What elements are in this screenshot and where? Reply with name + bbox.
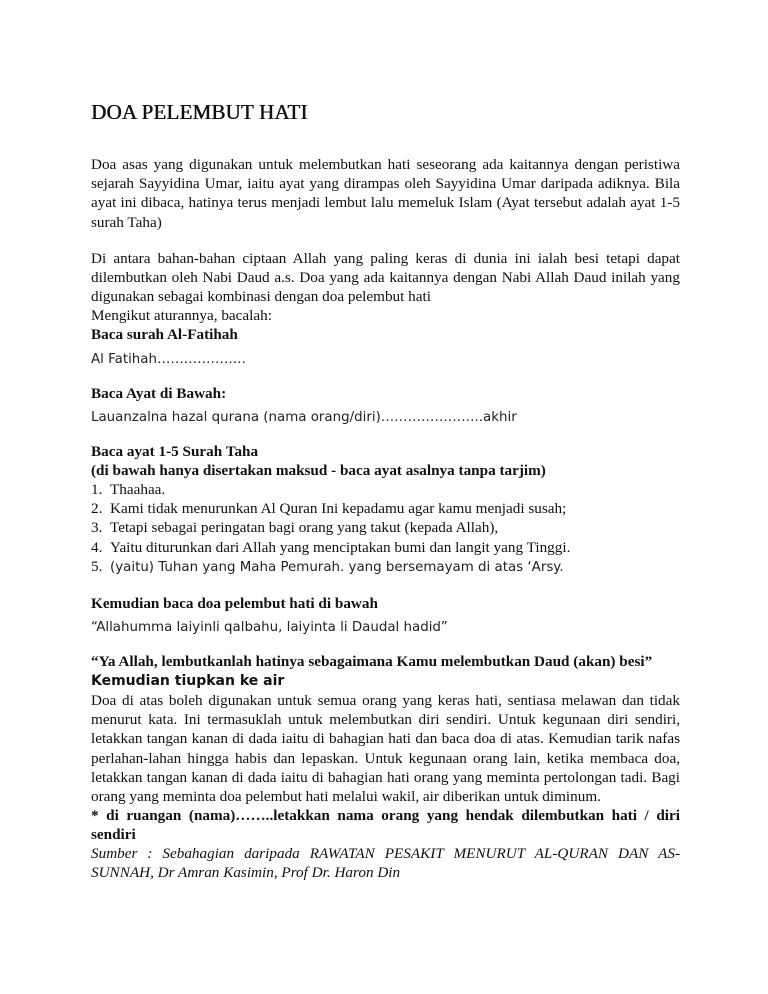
list-text: Thaahaa. (110, 481, 166, 498)
ayat-text: Lauanzalna hazal qurana (nama orang/diri)…………………..akhir (91, 410, 517, 425)
note-line: * di ruangan (nama)……..letakkan nama orang yang hendak dilembutkan hati / diri (91, 807, 680, 824)
fatihah-text: Al Fatihah……………….. (91, 352, 246, 367)
document-title: DOA PELEMBUT HATI (91, 100, 308, 124)
list-text: Tetapi sebagai peringatan bagi orang yang takut (kepada Allah), (110, 519, 499, 537)
list-item (91, 499, 680, 518)
list-text: Yaitu diturunkan dari Allah yang menciptakan bumi dan langit yang Tinggi. (110, 538, 571, 556)
list-number: 4. (91, 538, 103, 556)
usage-paragraph: Doa di atas boleh digunakan untuk semua orang yang keras hati, sentiasa melawan dan tidak menurut kata. Ini termasuklah untuk melembutkan diri sendiri. Untuk kegunaan diri sendiri, letakkan tangan kanan di dada iaitu di bahagian hati dan baca doa di atas. Kemudian tarik nafas perlahan-lahan hingga habis dan lepaskan. Untuk kegunaan orang lain, ketika membaca doa, letakkan tangan kanan di dada iaitu di bahagian hati orang yang meminta pertolongan tadi. Bagi orang yang meminta doa pelembut hati melalui wakil, air diberikan untuk diminum. (91, 692, 680, 806)
source-citation: Sumber : Sebahagian daripada RAWATAN PESAKIT MENURUT AL-QURAN DAN AS-SUNNAH, Dr Amran Kasimin, Prof Dr. Haron Din (91, 845, 680, 882)
list-item (91, 518, 680, 537)
instruction-line: Mengikut aturannya, bacalah: (91, 307, 272, 324)
tiupkan-heading: Kemudian tiupkan ke air (91, 673, 285, 689)
list-number: 3. (91, 519, 103, 537)
list-item (91, 557, 680, 577)
list-item (91, 480, 680, 499)
besi-paragraph: Di antara bahan-bahan ciptaan Allah yang paling keras di dunia ini ialah besi tetapi dapat dilembutkan oleh Nabi Daud a.s. Doa yang ada kaitannya dengan Nabi Allah Daud inilah yang digunakan sebagai kombinasi dengan doa pelembut hati (91, 250, 680, 306)
section-ayat-heading: Baca Ayat di Bawah: (91, 385, 227, 402)
section-taha-subheading: (di bawah hanya disertakan maksud - baca ayat asalnya tanpa tarjim) (91, 462, 546, 479)
taha-verse-list (91, 480, 680, 577)
note-line-continued: sendiri (91, 826, 136, 843)
list-number: 1. (91, 481, 103, 498)
list-item (91, 538, 680, 557)
doa-translation: “Ya Allah, lembutkanlah hatinya sebagaimana Kamu melembutkan Daud (akan) besi” (91, 653, 653, 670)
list-number: 2. (91, 500, 103, 518)
list-number: 5. (91, 557, 103, 575)
list-text: Kami tidak menurunkan Al Quran Ini kepadamu agar kamu menjadi susah; (110, 500, 567, 518)
section-taha-heading: Baca ayat 1-5 Surah Taha (91, 443, 259, 460)
section-fatihah-heading: Baca surah Al-Fatihah (91, 326, 238, 343)
section-doa-heading: Kemudian baca doa pelembut hati di bawah (91, 595, 378, 612)
doa-arabic-text: “Allahumma laiyinli qalbahu, laiyinta li Daudal hadid” (91, 620, 448, 635)
list-text: (yaitu) Tuhan yang Maha Pemurah. yang bersemayam di atas ‘Arsy. (110, 559, 564, 575)
intro-paragraph: Doa asas yang digunakan untuk melembutkan hati seseorang ada kaitannya dengan peristiwa sejarah Sayyidina Umar, iaitu ayat yang dirampas oleh Sayyidina Umar daripada adiknya. Bila ayat ini dibaca, hatinya terus menjadi lembut lalu memeluk Islam (Ayat tersebut adalah ayat 1-5 surah Taha) (91, 156, 680, 231)
